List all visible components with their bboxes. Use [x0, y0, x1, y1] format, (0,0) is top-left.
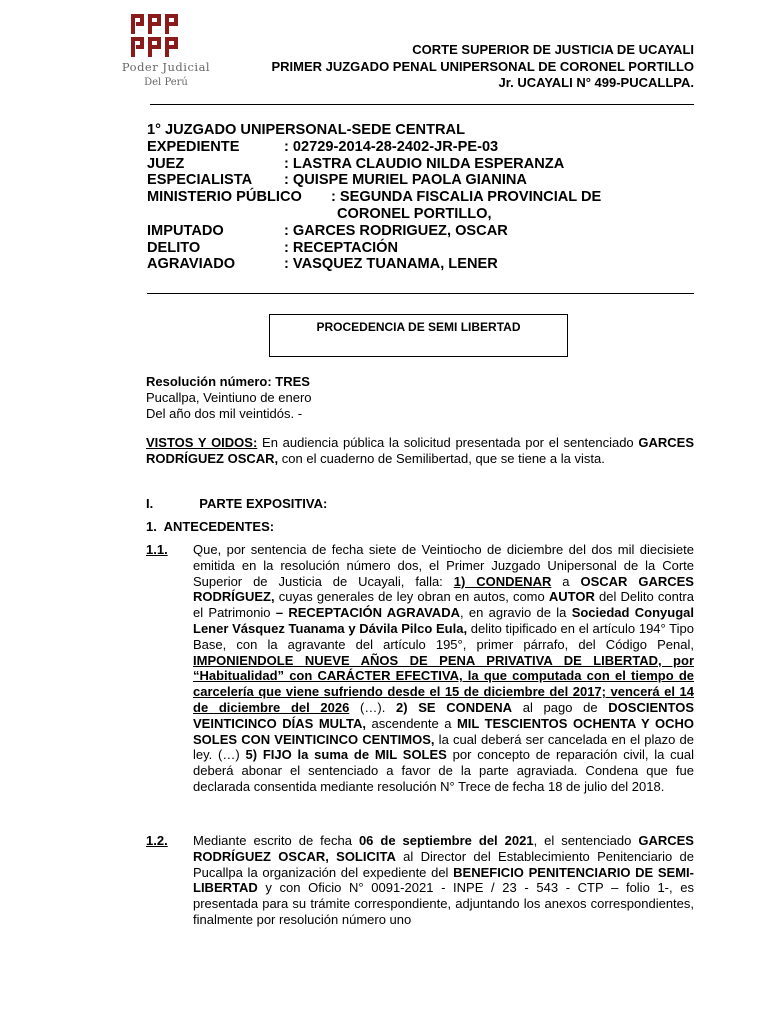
- item-1-1-s7: (…).: [349, 699, 397, 715]
- logo-line-1: Poder Judicial: [121, 60, 211, 74]
- vistos-paragraph: [146, 435, 694, 467]
- item-1-1-text: [193, 542, 694, 795]
- item-1-1-b8: MIL TESCIENTOS OCHENTA Y OCHO SOLES CON VEINTICINCO CENTIMOS,: [193, 715, 694, 747]
- item-1-2-b2: GARCES RODRÍGUEZ OSCAR, SOLICITA: [193, 833, 694, 864]
- delito-value: : RECEPTACIÓN: [284, 239, 399, 256]
- vistos-label: VISTOS Y OIDOS:: [146, 435, 258, 450]
- item-1-1-s6: delito tipificado en el artículo 194° Tipo Base, con la agravante del artículo 195°, primer párrafo, del Código Penal,: [193, 620, 694, 652]
- item-1-1-b6: 2) SE CONDENA: [396, 699, 513, 715]
- item-1-2-s1: Mediante escrito de fecha: [193, 833, 359, 848]
- subsection-heading: 1. ANTECEDENTES:: [146, 519, 275, 534]
- especialista-label: ESPECIALISTA: [147, 172, 253, 189]
- item-1-2-b1: 06 de septiembre del 2021: [358, 833, 534, 848]
- item-1-1-s11: por concepto de reparación civil, la cual deberá abonar el sentenciado a favor de la parte agraviada. Condena que fue declarada consentida mediante resolución N° Trece de fecha 18 de julio del 2018.: [193, 747, 695, 794]
- logo-line-2: Del Perú: [144, 77, 188, 88]
- expediente-label: EXPEDIENTE: [147, 138, 240, 155]
- item-1-2-b3: BENEFICIO PENITENCIARIO DE SEMI-LIBERTAD: [193, 864, 694, 896]
- resolution-place-date: Pucallpa, Veintiuno de enero: [146, 389, 312, 405]
- ministerio-value: : SEGUNDA FISCALIA PROVINCIAL DE: [331, 189, 602, 206]
- agraviado-label: AGRAVIADO: [147, 256, 236, 273]
- item-1-1-bu2: , por “Habitualidad” con CARÁCTER EFECTIVA, la que computada con el tiempo de carcelería que viene sufriendo desde el 15 de diciembre del 2017; vencerá el 14 de diciembre del 2026: [193, 652, 695, 715]
- item-1-1-s8: al pago de: [512, 699, 609, 715]
- item-1-1-s1: Que, por sentencia de fecha siete de Veintiocho de diciembre del dos mil diecisiete emitida en la resolución número dos, el Primer Juzgado Unipersonal de la Corte Superior de Justicia de Ucayali, falla:: [193, 542, 694, 589]
- case-divider: [147, 293, 694, 294]
- document-title-box: [269, 314, 568, 357]
- imputado-label: IMPUTADO: [147, 222, 224, 239]
- vistos-text-1: En audiencia pública la solicitud presentada por el sentenciado: [257, 435, 639, 450]
- item-1-1-s10: la cual deberá ser cancelada en el plazo de ley. (…): [193, 731, 694, 763]
- section-heading: [146, 496, 327, 512]
- item-1-1-b7: DOSCIENTOS VEINTICINCO DÍAS MULTA,: [193, 699, 695, 731]
- item-1-1-b3: AUTOR: [548, 589, 595, 605]
- item-1-1-b5: Sociedad Conyugal Lener Vásquez Tuanama y Dávila Pilco Eula,: [193, 605, 694, 636]
- document-title: PROCEDENCIA DE SEMI LIBERTAD: [316, 320, 521, 334]
- especialista-value: : QUISPE MURIEL PAOLA GIANINA: [284, 172, 527, 189]
- item-1-1-bu1: IMPONIENDOLE NUEVE AÑOS DE PENA PRIVATIVA DE LIBERTAD: [193, 652, 658, 668]
- imputado-value: : GARCES RODRIGUEZ, OSCAR: [284, 222, 508, 239]
- item-1-2-s3: al Director del Establecimiento Penitenciario de Pucallpa la organización del expediente del: [193, 848, 695, 880]
- court-header-line-3: Jr. UCAYALI N° 499-PUCALLPA.: [498, 75, 694, 90]
- item-1-1-b4: – RECEPTACIÓN AGRAVADA: [275, 605, 460, 621]
- ministerio-label: MINISTERIO PÚBLICO: [147, 189, 302, 206]
- item-1-2-number: 1.2.: [146, 833, 168, 848]
- item-1-1-s2: a: [551, 573, 581, 589]
- item-1-1-number: 1.1.: [146, 542, 168, 557]
- item-1-1-b2: OSCAR GARCES RODRÍGUEZ,: [193, 573, 694, 605]
- juez-label: JUEZ: [147, 155, 185, 172]
- item-1-2-text: [193, 833, 694, 928]
- resolution-number: Resolución número: TRES: [146, 374, 310, 389]
- court-header-line-1: CORTE SUPERIOR DE JUSTICIA DE UCAYALI: [412, 42, 694, 57]
- item-1-1-s3: cuyas generales de ley obran en autos, como: [274, 589, 549, 605]
- item-1-1-s4: del Delito contra el Patrimonio: [193, 589, 694, 621]
- item-1-1-s5: , en agravio de la: [459, 605, 572, 621]
- court-header-line-2: PRIMER JUZGADO PENAL UNIPERSONAL DE CORONEL PORTILLO: [271, 58, 694, 74]
- juez-value: : LASTRA CLAUDIO NILDA ESPERANZA: [284, 155, 565, 172]
- agraviado-value: : VASQUEZ TUANAMA, LENER: [284, 256, 498, 273]
- item-1-2-s4: y con Oficio N° 0091-2021 - INPE / 23 - 543 - CTP – folio 1-, es presentada para su trámite correspondiente, adjuntando los anexos correspondientes, finalmente por resolución número uno: [193, 880, 694, 927]
- sentenced-name: GARCES RODRÍGUEZ OSCAR,: [146, 435, 695, 466]
- expediente-value: : 02729-2014-28-2402-JR-PE-03: [284, 138, 499, 155]
- court-header: [271, 42, 694, 92]
- court-name: 1° JUZGADO UNIPERSONAL-SEDE CENTRAL: [147, 122, 466, 138]
- section-title: PARTE EXPOSITIVA:: [199, 496, 328, 511]
- item-1-1-b9: 5) FIJO la suma de MIL SOLES: [245, 747, 447, 763]
- delito-label: DELITO: [147, 239, 201, 256]
- item-1-1-s9: ascendente a: [366, 715, 457, 731]
- item-1-1-b1: 1) CONDENAR: [453, 573, 552, 589]
- vistos-text-2: con el cuaderno de Semilibertad, que se tiene a la vista.: [278, 450, 605, 466]
- logo-emblem-icon: [131, 14, 201, 58]
- resolution-year: Del año dos mil veintidós. -: [146, 405, 303, 421]
- ministerio-value-cont: CORONEL PORTILLO,: [337, 205, 492, 222]
- resolution-block: [146, 374, 706, 421]
- header-divider: [150, 104, 694, 105]
- poder-judicial-logo: [118, 14, 214, 92]
- item-1-2-s2: , el sentenciado: [533, 833, 639, 848]
- section-roman: I.: [146, 496, 154, 511]
